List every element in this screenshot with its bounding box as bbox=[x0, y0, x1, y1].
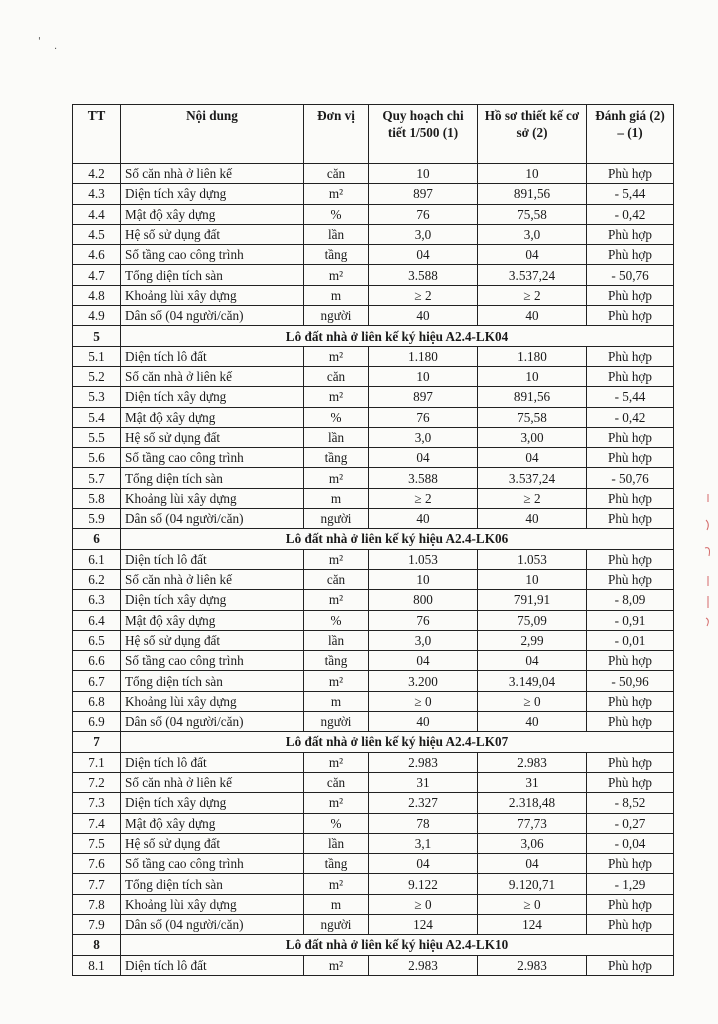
evaluation-cell: Phù hợp bbox=[587, 306, 674, 326]
row-number-cell: 6.8 bbox=[73, 691, 121, 711]
content-cell: Số tầng cao công trình bbox=[121, 651, 304, 671]
unit-cell: m² bbox=[304, 549, 369, 569]
plan-value-cell: 1.180 bbox=[369, 346, 478, 366]
evaluation-cell: Phù hợp bbox=[587, 651, 674, 671]
row-number-cell: 4.4 bbox=[73, 204, 121, 224]
plan-value-cell: 10 bbox=[369, 569, 478, 589]
design-value-cell: 891,56 bbox=[478, 387, 587, 407]
row-number-cell: 5.1 bbox=[73, 346, 121, 366]
table-row bbox=[73, 712, 674, 732]
table-row bbox=[73, 448, 674, 468]
content-cell: Số tầng cao công trình bbox=[121, 245, 304, 265]
evaluation-cell: Phù hợp bbox=[587, 914, 674, 934]
design-value-cell: ≥ 2 bbox=[478, 285, 587, 305]
unit-cell: người bbox=[304, 306, 369, 326]
design-value-cell: 891,56 bbox=[478, 184, 587, 204]
plan-value-cell: 04 bbox=[369, 651, 478, 671]
content-cell: Khoảng lùi xây dựng bbox=[121, 488, 304, 508]
scan-mark: ' bbox=[38, 36, 41, 47]
design-value-cell: 2.983 bbox=[478, 955, 587, 975]
evaluation-cell: Phù hợp bbox=[587, 366, 674, 386]
row-number-cell: 4.3 bbox=[73, 184, 121, 204]
unit-cell: % bbox=[304, 610, 369, 630]
unit-cell: m² bbox=[304, 590, 369, 610]
table-row bbox=[73, 610, 674, 630]
plan-value-cell: 76 bbox=[369, 204, 478, 224]
row-number-cell: 7.6 bbox=[73, 854, 121, 874]
row-number-cell: 7.5 bbox=[73, 833, 121, 853]
evaluation-cell: - 0,01 bbox=[587, 630, 674, 650]
unit-cell: căn bbox=[304, 569, 369, 589]
row-number-cell: 6.9 bbox=[73, 712, 121, 732]
evaluation-cell: - 5,44 bbox=[587, 184, 674, 204]
evaluation-cell: Phù hợp bbox=[587, 691, 674, 711]
content-cell: Tổng diện tích sàn bbox=[121, 468, 304, 488]
design-value-cell: 124 bbox=[478, 914, 587, 934]
content-cell: Mật độ xây dựng bbox=[121, 813, 304, 833]
plan-value-cell: 40 bbox=[369, 509, 478, 529]
section-number: 6 bbox=[73, 529, 121, 549]
design-value-cell: 75,58 bbox=[478, 407, 587, 427]
row-number-cell: 6.4 bbox=[73, 610, 121, 630]
table-row bbox=[73, 427, 674, 447]
content-cell: Hệ số sử dụng đất bbox=[121, 427, 304, 447]
evaluation-cell: - 50,76 bbox=[587, 468, 674, 488]
design-value-cell: 04 bbox=[478, 448, 587, 468]
design-value-cell: 2.318,48 bbox=[478, 793, 587, 813]
plan-value-cell: 2.983 bbox=[369, 955, 478, 975]
evaluation-cell: - 8,09 bbox=[587, 590, 674, 610]
row-number-cell: 4.7 bbox=[73, 265, 121, 285]
plan-value-cell: 76 bbox=[369, 610, 478, 630]
content-cell: Tổng diện tích sàn bbox=[121, 671, 304, 691]
content-cell: Khoảng lùi xây dựng bbox=[121, 894, 304, 914]
content-cell: Mật độ xây dựng bbox=[121, 407, 304, 427]
header-design: Hồ sơ thiết kế cơ sở (2) bbox=[478, 105, 587, 164]
table-row bbox=[73, 204, 674, 224]
evaluation-cell: - 1,29 bbox=[587, 874, 674, 894]
plan-value-cell: 3,0 bbox=[369, 224, 478, 244]
table-row bbox=[73, 265, 674, 285]
unit-cell: m² bbox=[304, 387, 369, 407]
row-number-cell: 5.2 bbox=[73, 366, 121, 386]
plan-value-cell: 3.200 bbox=[369, 671, 478, 691]
section-number: 8 bbox=[73, 935, 121, 955]
section-title: Lô đất nhà ở liên kế ký hiệu A2.4-LK10 bbox=[121, 935, 674, 955]
table-row bbox=[73, 285, 674, 305]
section-row bbox=[73, 326, 674, 346]
design-value-cell: 3,00 bbox=[478, 427, 587, 447]
design-value-cell: 40 bbox=[478, 509, 587, 529]
row-number-cell: 6.6 bbox=[73, 651, 121, 671]
table-row bbox=[73, 752, 674, 772]
plan-value-cell: ≥ 0 bbox=[369, 894, 478, 914]
table-row bbox=[73, 874, 674, 894]
row-number-cell: 7.7 bbox=[73, 874, 121, 894]
evaluation-cell: Phù hợp bbox=[587, 224, 674, 244]
row-number-cell: 5.6 bbox=[73, 448, 121, 468]
table-row bbox=[73, 549, 674, 569]
plan-value-cell: 10 bbox=[369, 366, 478, 386]
content-cell: Diện tích lô đất bbox=[121, 752, 304, 772]
content-cell: Dân số (04 người/căn) bbox=[121, 509, 304, 529]
design-value-cell: 3,06 bbox=[478, 833, 587, 853]
content-cell: Số căn nhà ở liên kế bbox=[121, 366, 304, 386]
plan-value-cell: 78 bbox=[369, 813, 478, 833]
evaluation-cell: - 50,76 bbox=[587, 265, 674, 285]
unit-cell: người bbox=[304, 914, 369, 934]
plan-value-cell: 40 bbox=[369, 712, 478, 732]
table-row bbox=[73, 651, 674, 671]
design-value-cell: ≥ 0 bbox=[478, 894, 587, 914]
unit-cell: lần bbox=[304, 630, 369, 650]
table-row bbox=[73, 245, 674, 265]
header-plan: Quy hoạch chi tiết 1/500 (1) bbox=[369, 105, 478, 164]
plan-value-cell: 3,0 bbox=[369, 630, 478, 650]
evaluation-cell: Phù hợp bbox=[587, 772, 674, 792]
evaluation-cell: Phù hợp bbox=[587, 752, 674, 772]
evaluation-cell: - 50,96 bbox=[587, 671, 674, 691]
row-number-cell: 5.3 bbox=[73, 387, 121, 407]
evaluation-cell: Phù hợp bbox=[587, 509, 674, 529]
unit-cell: căn bbox=[304, 164, 369, 184]
plan-value-cell: 1.053 bbox=[369, 549, 478, 569]
design-value-cell: 04 bbox=[478, 245, 587, 265]
table-row bbox=[73, 691, 674, 711]
row-number-cell: 6.7 bbox=[73, 671, 121, 691]
plan-value-cell: 897 bbox=[369, 387, 478, 407]
plan-value-cell: 897 bbox=[369, 184, 478, 204]
design-value-cell: 10 bbox=[478, 366, 587, 386]
evaluation-cell: - 0,91 bbox=[587, 610, 674, 630]
content-cell: Diện tích lô đất bbox=[121, 955, 304, 975]
table-row bbox=[73, 346, 674, 366]
evaluation-cell: - 0,04 bbox=[587, 833, 674, 853]
design-value-cell: 3.537,24 bbox=[478, 265, 587, 285]
content-cell: Diện tích xây dựng bbox=[121, 387, 304, 407]
plan-value-cell: 04 bbox=[369, 245, 478, 265]
plan-value-cell: 124 bbox=[369, 914, 478, 934]
unit-cell: % bbox=[304, 407, 369, 427]
content-cell: Tổng diện tích sàn bbox=[121, 874, 304, 894]
plan-value-cell: 04 bbox=[369, 854, 478, 874]
table-row bbox=[73, 671, 674, 691]
evaluation-cell: - 0,42 bbox=[587, 407, 674, 427]
design-value-cell: 77,73 bbox=[478, 813, 587, 833]
design-value-cell: ≥ 2 bbox=[478, 488, 587, 508]
design-value-cell: 40 bbox=[478, 306, 587, 326]
unit-cell: % bbox=[304, 204, 369, 224]
content-cell: Khoảng lùi xây dựng bbox=[121, 285, 304, 305]
table-row bbox=[73, 569, 674, 589]
row-number-cell: 4.9 bbox=[73, 306, 121, 326]
unit-cell: m² bbox=[304, 955, 369, 975]
scan-mark: · bbox=[54, 44, 58, 55]
unit-cell: tầng bbox=[304, 854, 369, 874]
table-row bbox=[73, 224, 674, 244]
content-cell: Dân số (04 người/căn) bbox=[121, 914, 304, 934]
evaluation-cell: Phù hợp bbox=[587, 712, 674, 732]
unit-cell: m bbox=[304, 894, 369, 914]
table-header-row bbox=[73, 105, 674, 164]
plan-value-cell: 76 bbox=[369, 407, 478, 427]
table-row bbox=[73, 164, 674, 184]
evaluation-cell: Phù hợp bbox=[587, 854, 674, 874]
evaluation-cell: Phù hợp bbox=[587, 164, 674, 184]
unit-cell: m² bbox=[304, 184, 369, 204]
evaluation-cell: Phù hợp bbox=[587, 285, 674, 305]
design-value-cell: 2,99 bbox=[478, 630, 587, 650]
row-number-cell: 4.2 bbox=[73, 164, 121, 184]
content-cell: Khoảng lùi xây dựng bbox=[121, 691, 304, 711]
content-cell: Số căn nhà ở liên kế bbox=[121, 569, 304, 589]
row-number-cell: 4.8 bbox=[73, 285, 121, 305]
evaluation-cell: Phù hợp bbox=[587, 427, 674, 447]
content-cell: Hệ số sử dụng đất bbox=[121, 224, 304, 244]
design-value-cell: 3.537,24 bbox=[478, 468, 587, 488]
table-row bbox=[73, 833, 674, 853]
table-row bbox=[73, 630, 674, 650]
header-content: Nội dung bbox=[121, 105, 304, 164]
table-row bbox=[73, 894, 674, 914]
table-row bbox=[73, 772, 674, 792]
table-row bbox=[73, 813, 674, 833]
row-number-cell: 6.5 bbox=[73, 630, 121, 650]
evaluation-cell: Phù hợp bbox=[587, 488, 674, 508]
design-value-cell: 75,09 bbox=[478, 610, 587, 630]
unit-cell: m² bbox=[304, 468, 369, 488]
header-unit: Đơn vị bbox=[304, 105, 369, 164]
design-value-cell: ≥ 0 bbox=[478, 691, 587, 711]
content-cell: Diện tích lô đất bbox=[121, 346, 304, 366]
content-cell: Hệ số sử dụng đất bbox=[121, 630, 304, 650]
section-title: Lô đất nhà ở liên kế ký hiệu A2.4-LK07 bbox=[121, 732, 674, 752]
plan-value-cell: ≥ 0 bbox=[369, 691, 478, 711]
plan-value-cell: 3.588 bbox=[369, 468, 478, 488]
content-cell: Tổng diện tích sàn bbox=[121, 265, 304, 285]
design-value-cell: 10 bbox=[478, 164, 587, 184]
unit-cell: m² bbox=[304, 671, 369, 691]
table-row bbox=[73, 468, 674, 488]
row-number-cell: 7.1 bbox=[73, 752, 121, 772]
evaluation-cell: Phù hợp bbox=[587, 346, 674, 366]
plan-value-cell: 2.983 bbox=[369, 752, 478, 772]
section-title: Lô đất nhà ở liên kế ký hiệu A2.4-LK04 bbox=[121, 326, 674, 346]
plan-value-cell: 2.327 bbox=[369, 793, 478, 813]
plan-value-cell: 10 bbox=[369, 164, 478, 184]
row-number-cell: 7.4 bbox=[73, 813, 121, 833]
row-number-cell: 6.3 bbox=[73, 590, 121, 610]
margin-stamp-mark bbox=[702, 490, 714, 630]
plan-value-cell: ≥ 2 bbox=[369, 285, 478, 305]
unit-cell: m² bbox=[304, 346, 369, 366]
unit-cell: m² bbox=[304, 752, 369, 772]
row-number-cell: 5.8 bbox=[73, 488, 121, 508]
row-number-cell: 6.2 bbox=[73, 569, 121, 589]
design-value-cell: 3.149,04 bbox=[478, 671, 587, 691]
content-cell: Diện tích lô đất bbox=[121, 549, 304, 569]
design-value-cell: 40 bbox=[478, 712, 587, 732]
design-value-cell: 10 bbox=[478, 569, 587, 589]
plan-value-cell: ≥ 2 bbox=[369, 488, 478, 508]
design-value-cell: 31 bbox=[478, 772, 587, 792]
evaluation-cell: Phù hợp bbox=[587, 894, 674, 914]
design-value-cell: 3,0 bbox=[478, 224, 587, 244]
row-number-cell: 8.1 bbox=[73, 955, 121, 975]
content-cell: Mật độ xây dựng bbox=[121, 204, 304, 224]
table-row bbox=[73, 914, 674, 934]
table-row bbox=[73, 955, 674, 975]
table-body bbox=[73, 164, 674, 976]
unit-cell: lần bbox=[304, 833, 369, 853]
design-value-cell: 75,58 bbox=[478, 204, 587, 224]
content-cell: Số tầng cao công trình bbox=[121, 854, 304, 874]
header-eval: Đánh giá (2) – (1) bbox=[587, 105, 674, 164]
unit-cell: người bbox=[304, 712, 369, 732]
table-row bbox=[73, 387, 674, 407]
content-cell: Diện tích xây dựng bbox=[121, 184, 304, 204]
evaluation-cell: - 0,42 bbox=[587, 204, 674, 224]
table-row bbox=[73, 366, 674, 386]
plan-value-cell: 9.122 bbox=[369, 874, 478, 894]
design-value-cell: 1.053 bbox=[478, 549, 587, 569]
unit-cell: m bbox=[304, 488, 369, 508]
table-row bbox=[73, 488, 674, 508]
unit-cell: tầng bbox=[304, 651, 369, 671]
content-cell: Diện tích xây dựng bbox=[121, 590, 304, 610]
table-row bbox=[73, 590, 674, 610]
evaluation-cell: Phù hợp bbox=[587, 549, 674, 569]
row-number-cell: 7.3 bbox=[73, 793, 121, 813]
evaluation-cell: - 0,27 bbox=[587, 813, 674, 833]
plan-value-cell: 3,1 bbox=[369, 833, 478, 853]
design-value-cell: 1.180 bbox=[478, 346, 587, 366]
row-number-cell: 7.9 bbox=[73, 914, 121, 934]
unit-cell: tầng bbox=[304, 245, 369, 265]
unit-cell: lần bbox=[304, 427, 369, 447]
unit-cell: căn bbox=[304, 366, 369, 386]
design-value-cell: 2.983 bbox=[478, 752, 587, 772]
content-cell: Hệ số sử dụng đất bbox=[121, 833, 304, 853]
row-number-cell: 5.9 bbox=[73, 509, 121, 529]
section-row bbox=[73, 732, 674, 752]
evaluation-cell: - 5,44 bbox=[587, 387, 674, 407]
evaluation-cell: Phù hợp bbox=[587, 448, 674, 468]
content-cell: Số tầng cao công trình bbox=[121, 448, 304, 468]
plan-value-cell: 40 bbox=[369, 306, 478, 326]
unit-cell: m bbox=[304, 285, 369, 305]
evaluation-cell: Phù hợp bbox=[587, 245, 674, 265]
content-cell: Dân số (04 người/căn) bbox=[121, 712, 304, 732]
table-row bbox=[73, 306, 674, 326]
row-number-cell: 5.4 bbox=[73, 407, 121, 427]
plan-value-cell: 04 bbox=[369, 448, 478, 468]
table-row bbox=[73, 854, 674, 874]
section-number: 7 bbox=[73, 732, 121, 752]
section-title: Lô đất nhà ở liên kế ký hiệu A2.4-LK06 bbox=[121, 529, 674, 549]
evaluation-cell: Phù hợp bbox=[587, 955, 674, 975]
unit-cell: m² bbox=[304, 265, 369, 285]
comparison-table bbox=[72, 104, 674, 976]
content-cell: Số căn nhà ở liên kế bbox=[121, 164, 304, 184]
design-value-cell: 04 bbox=[478, 651, 587, 671]
plan-value-cell: 3.588 bbox=[369, 265, 478, 285]
content-cell: Mật độ xây dựng bbox=[121, 610, 304, 630]
row-number-cell: 5.7 bbox=[73, 468, 121, 488]
unit-cell: m² bbox=[304, 793, 369, 813]
section-row bbox=[73, 935, 674, 955]
row-number-cell: 4.5 bbox=[73, 224, 121, 244]
evaluation-cell: - 8,52 bbox=[587, 793, 674, 813]
table-row bbox=[73, 407, 674, 427]
content-cell: Số căn nhà ở liên kế bbox=[121, 772, 304, 792]
table-row bbox=[73, 793, 674, 813]
unit-cell: m² bbox=[304, 874, 369, 894]
unit-cell: người bbox=[304, 509, 369, 529]
content-cell: Diện tích xây dựng bbox=[121, 793, 304, 813]
header-tt: TT bbox=[73, 105, 121, 164]
row-number-cell: 6.1 bbox=[73, 549, 121, 569]
section-number: 5 bbox=[73, 326, 121, 346]
unit-cell: m bbox=[304, 691, 369, 711]
unit-cell: lần bbox=[304, 224, 369, 244]
plan-value-cell: 31 bbox=[369, 772, 478, 792]
row-number-cell: 7.8 bbox=[73, 894, 121, 914]
evaluation-cell: Phù hợp bbox=[587, 569, 674, 589]
row-number-cell: 7.2 bbox=[73, 772, 121, 792]
plan-value-cell: 3,0 bbox=[369, 427, 478, 447]
section-row bbox=[73, 529, 674, 549]
row-number-cell: 4.6 bbox=[73, 245, 121, 265]
plan-value-cell: 800 bbox=[369, 590, 478, 610]
design-value-cell: 04 bbox=[478, 854, 587, 874]
design-value-cell: 9.120,71 bbox=[478, 874, 587, 894]
unit-cell: % bbox=[304, 813, 369, 833]
table-row bbox=[73, 184, 674, 204]
unit-cell: tầng bbox=[304, 448, 369, 468]
table-row bbox=[73, 509, 674, 529]
unit-cell: căn bbox=[304, 772, 369, 792]
design-value-cell: 791,91 bbox=[478, 590, 587, 610]
content-cell: Dân số (04 người/căn) bbox=[121, 306, 304, 326]
row-number-cell: 5.5 bbox=[73, 427, 121, 447]
